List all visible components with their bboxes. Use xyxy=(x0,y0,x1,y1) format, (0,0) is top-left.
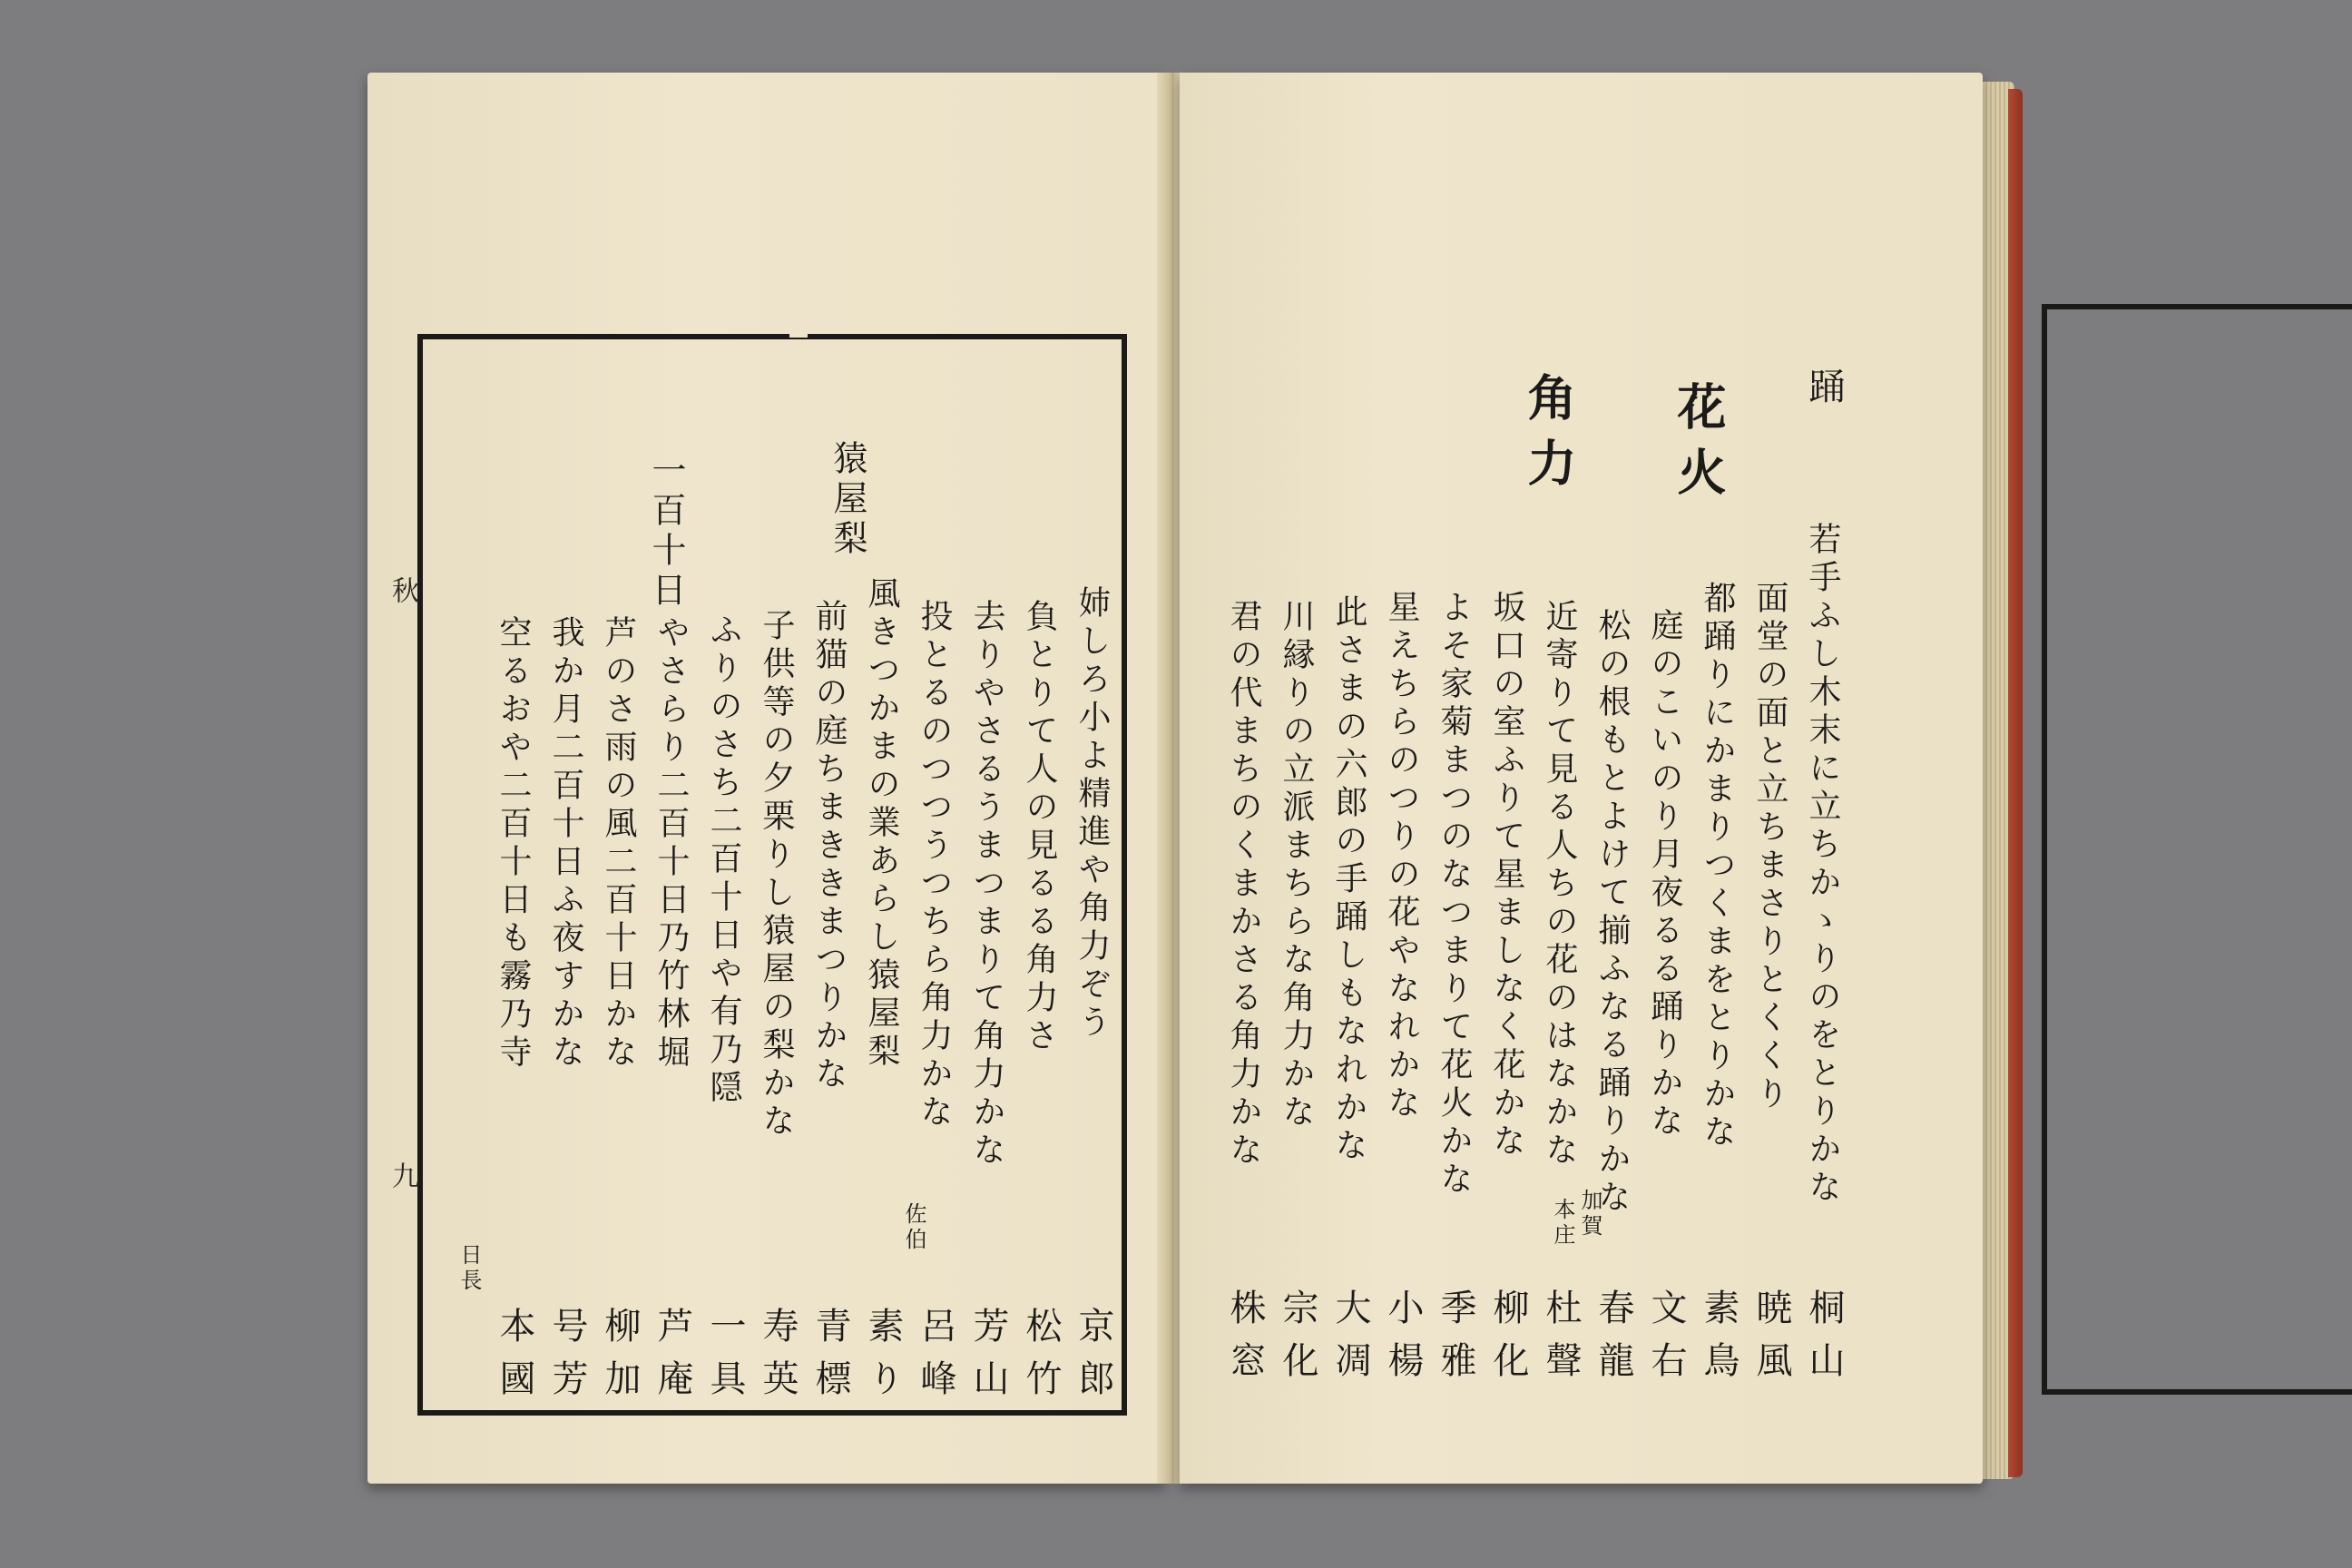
left-verse-1: 姉しろ小よ精進や角力ぞう xyxy=(1073,585,1111,1043)
left-author-12: 本國 xyxy=(494,1307,535,1412)
right-author-11: 宗化 xyxy=(1277,1289,1318,1394)
right-verse-10: 此さまの六郎の手踊しもなれかな xyxy=(1330,594,1367,1166)
right-author-3: 素鳥 xyxy=(1698,1289,1740,1394)
left-side-note-1: 佐伯 xyxy=(901,1202,926,1253)
right-author-9: 小楊 xyxy=(1382,1289,1424,1394)
left-author-4: 呂峰 xyxy=(915,1307,956,1412)
right-verse-12: 君の代まちのくまかさる角力かな xyxy=(1225,599,1262,1171)
left-author-8: 一具 xyxy=(704,1307,746,1412)
right-author-1: 桐山 xyxy=(1803,1289,1845,1394)
right-verse-5: 松の根もとよけて揃ふなる踊りかな xyxy=(1593,608,1631,1218)
left-verse-12: 空るおや二百十日も霧乃寺 xyxy=(495,615,532,1073)
left-author-6: 青標 xyxy=(809,1307,851,1412)
left-author-10: 柳加 xyxy=(599,1307,641,1412)
left-verse-4: 投とるのつつうつちら角力かな xyxy=(916,599,953,1132)
right-verse-11: 川縁りの立派まちらな角力かな xyxy=(1278,599,1315,1132)
right-verse-4: 庭のこいのり月夜るる踊りかな xyxy=(1646,608,1683,1142)
open-book xyxy=(368,64,2028,1493)
left-verse-5: 風きつかまの業あらし猿屋梨 xyxy=(863,576,900,1072)
left-author-2: 松竹 xyxy=(1020,1307,1062,1412)
right-author-4: 文右 xyxy=(1645,1289,1687,1394)
margin-mark-lower: 九 xyxy=(387,1161,418,1189)
right-author-6: 杜聲 xyxy=(1540,1289,1582,1394)
left-heading-2: 一百十日 xyxy=(646,452,686,612)
left-verse-7: 子供等の夕栗りし猿屋の梨かな xyxy=(758,608,795,1142)
right-author-7: 柳化 xyxy=(1487,1289,1529,1394)
left-author-7: 寿英 xyxy=(757,1307,799,1412)
left-page xyxy=(368,73,1166,1484)
right-verse-9: 星えちらのつりの花やなれかな xyxy=(1383,590,1420,1123)
book-cover-edge xyxy=(2008,89,2023,1477)
right-author-8: 季雅 xyxy=(1435,1289,1476,1394)
right-verse-3: 都踊りにかまりつくまをとりかな xyxy=(1699,581,1736,1152)
right-heading-1: 踊 xyxy=(1803,368,1845,409)
right-heading-2: 花火 xyxy=(1670,381,1728,512)
right-side-note-2: 本庄 xyxy=(1550,1198,1575,1249)
right-verse-6: 近寄りて見る人ちの花のはなかな xyxy=(1541,599,1578,1171)
left-verse-10: 芦のさ雨の風二百十日かな xyxy=(600,615,637,1073)
right-side-note-1: 加賀 xyxy=(1577,1189,1602,1240)
left-verse-8: ふりのさち二百十日や有乃隠 xyxy=(705,612,742,1108)
right-heading-3: 角力 xyxy=(1520,372,1578,503)
left-author-5: 素り xyxy=(862,1307,904,1412)
left-author-11: 号芳 xyxy=(546,1307,588,1412)
left-author-3: 芳山 xyxy=(967,1307,1009,1412)
left-side-note-2: 日長 xyxy=(456,1243,482,1294)
left-verse-2: 負とりて人の見るる角力さ xyxy=(1021,599,1058,1056)
right-verse-8: よそ家菊まつのなつまりて花火かな xyxy=(1436,590,1473,1200)
right-author-10: 大凋 xyxy=(1329,1289,1371,1394)
left-author-9: 芦庵 xyxy=(652,1307,693,1412)
left-author-1: 京郎 xyxy=(1073,1307,1114,1412)
right-author-2: 暁風 xyxy=(1750,1289,1792,1394)
right-verse-1: 若手ふし木末に立ちかゝりのをとりかな xyxy=(1804,522,1841,1208)
right-verse-2: 面堂の面と立ちまさりとくくり xyxy=(1751,581,1788,1114)
right-page xyxy=(1180,73,1983,1484)
left-heading-1: 猿屋梨 xyxy=(828,440,867,560)
right-author-12: 株窓 xyxy=(1224,1289,1266,1394)
right-author-5: 春龍 xyxy=(1592,1289,1634,1394)
left-verse-6: 前猫の庭ちまききまつりかな xyxy=(810,599,848,1094)
left-verse-3: 去りやさるうまつまりて角力かな xyxy=(968,599,1005,1171)
margin-mark-upper: 秋 xyxy=(387,576,418,603)
right-verse-7: 坂口の室ふりて星ましなく花かな xyxy=(1488,590,1525,1161)
right-page-frame xyxy=(2042,304,2352,1395)
left-verse-9: やさらり二百十日乃竹林堀 xyxy=(652,615,690,1073)
left-verse-11: 我か月二百十日ふ夜すかな xyxy=(547,615,584,1073)
